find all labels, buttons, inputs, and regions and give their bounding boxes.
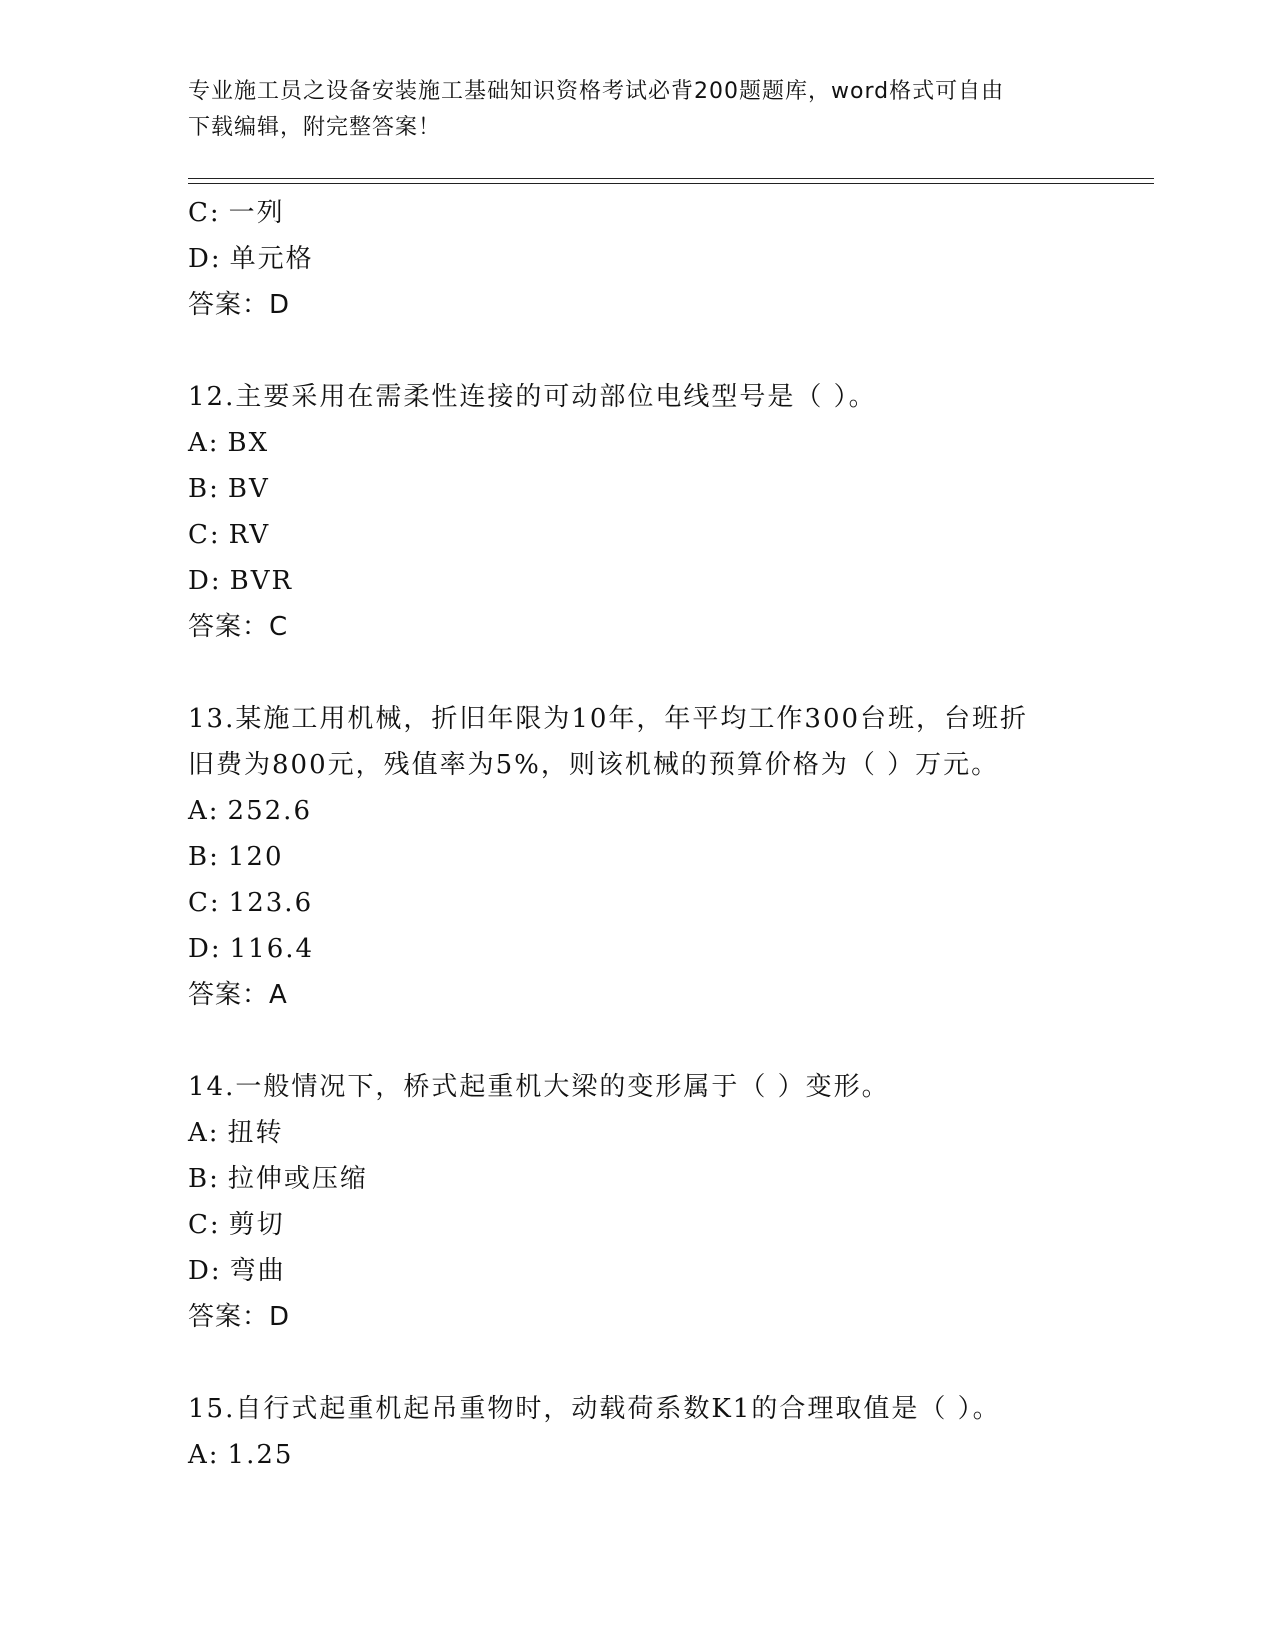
block-spacer xyxy=(188,1340,1154,1386)
option-d: D: 单元格 xyxy=(188,244,314,274)
option-b: B: 120 xyxy=(188,842,284,872)
option-c: C: 剪切 xyxy=(188,1210,285,1240)
question-stem-continued: 旧费为800元，残值率为5%，则该机械的预算价格为（ ）万元。 xyxy=(188,750,1000,780)
question-block-12 xyxy=(188,374,1154,650)
document-header xyxy=(188,74,1068,146)
option-d: D: 116.4 xyxy=(188,934,315,964)
question-block-15 xyxy=(188,1386,1154,1478)
question-stem: 15.自行式起重机起吊重物时，动载荷系数K1的合理取值是（ ）。 xyxy=(188,1394,1001,1424)
question-stem: 14.一般情况下，桥式起重机大梁的变形属于（ ）变形。 xyxy=(188,1072,890,1102)
header-divider-bottom xyxy=(188,183,1154,184)
question-block-14 xyxy=(188,1064,1154,1340)
block-spacer xyxy=(188,328,1154,374)
question-content xyxy=(188,190,1154,1478)
option-b: B: BV xyxy=(188,474,270,504)
answer-line: 答案：C xyxy=(188,612,289,642)
option-d: D: BVR xyxy=(188,566,294,596)
header-line-1: 专业施工员之设备安装施工基础知识资格考试必背200题题库，word格式可自由 xyxy=(188,79,1005,104)
option-a: A: 252.6 xyxy=(188,796,312,826)
option-b: B: 拉伸或压缩 xyxy=(188,1164,368,1194)
answer-line: 答案：D xyxy=(188,1302,291,1332)
option-c: C: 一列 xyxy=(188,198,285,228)
option-c: C: 123.6 xyxy=(188,888,314,918)
continued-question-block xyxy=(188,190,1154,328)
option-c: C: RV xyxy=(188,520,271,550)
option-a: A: 1.25 xyxy=(188,1440,294,1470)
question-stem: 12.主要采用在需柔性连接的可动部位电线型号是（ ）。 xyxy=(188,382,877,412)
answer-line: 答案：D xyxy=(188,290,291,320)
header-line-2: 下载编辑，附完整答案！ xyxy=(188,115,442,140)
header-divider-top xyxy=(188,178,1154,179)
block-spacer xyxy=(188,650,1154,696)
option-a: A: BX xyxy=(188,428,270,458)
answer-line: 答案：A xyxy=(188,980,288,1010)
block-spacer xyxy=(188,1018,1154,1064)
question-block-13 xyxy=(188,696,1154,1018)
option-d: D: 弯曲 xyxy=(188,1256,286,1286)
option-a: A: 扭转 xyxy=(188,1118,284,1148)
question-stem: 13.某施工用机械，折旧年限为10年，年平均工作300台班，台班折 xyxy=(188,704,1029,734)
